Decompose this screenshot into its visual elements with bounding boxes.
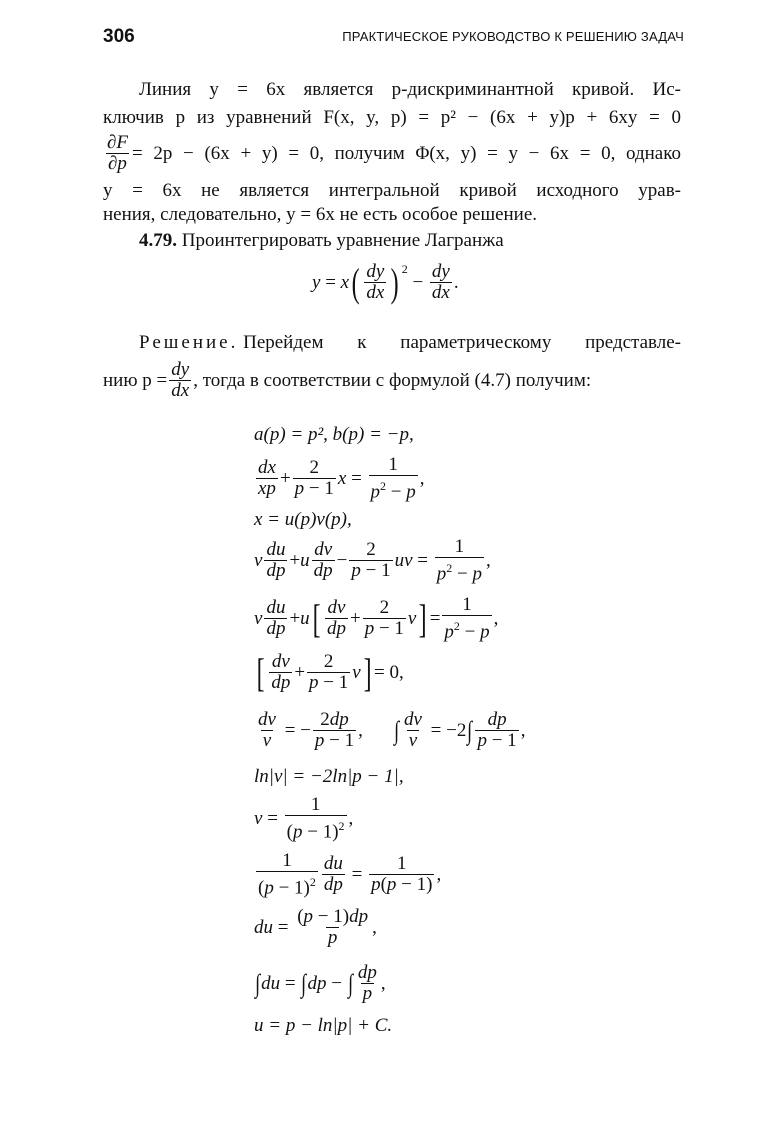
text-line: ключив p из уравнений F(x, y, p) = p² − (6x + y)p + 6xy = 0: [103, 107, 681, 128]
text-line: [139, 332, 681, 354]
text-line: нения, следовательно, y = 6x не есть особое решение.: [103, 204, 538, 225]
equation-line: v $\frac{du}{dp}$ + u $\frac{dv}{dp}$ − $\frac{2}{p - 1}$ uv = $\frac{1}{p^2 - p}$ ,: [254, 536, 491, 585]
equation-line: a(p) = p², b(p) = −p,: [254, 424, 414, 445]
numerator: ∂F: [107, 132, 128, 153]
equation-line: x = u(p)v(p),: [254, 509, 352, 530]
equation-line: [ $\frac{dv}{dp}$ + $\frac{2}{p - 1}$ v ] = 0,: [256, 649, 404, 695]
text-fragment: Перейдем к параметрическому представле-: [243, 332, 681, 353]
text-fragment: , тогда в соответствии с формулой (4.7) получим:: [193, 369, 592, 391]
text-line: [103, 133, 681, 174]
text-fragment: нию p =: [103, 369, 168, 391]
equation-line: ln|v| = −2ln|p − 1|,: [254, 766, 404, 787]
solution-word: Решение.: [139, 332, 239, 353]
lagrange-equation: y = x ( $\frac{dy}{dx}$ ) $^2$ − $\frac{dy}{dx}$ .: [312, 259, 459, 305]
equation-line: $\frac{1}{(p - 1)^2}$ $\frac{du}{dp}$ = $\frac{1}{p(p - 1)}$ ,: [258, 850, 442, 899]
equation-line: v = $\frac{1}{(p - 1)^2}$ ,: [254, 794, 354, 843]
text-line: Линия y = 6x является p-дискриминантной кривой. Ис-: [139, 79, 681, 100]
partial-fraction: [105, 133, 130, 174]
equation-line: ∫ du = ∫ dp − ∫ $\frac{dp}{p}$ ,: [255, 962, 386, 1004]
equation-line: u = p − ln|p| + C.: [254, 1015, 393, 1036]
text-line: y = 6x не является интегральной кривой исходного урав-: [103, 180, 681, 201]
dy-dx-fraction: $\frac{dy}{dx}$: [171, 359, 190, 401]
equation-line: du = $\frac{(p - 1)dp}{p}$ ,: [254, 906, 377, 948]
text-fragment: = 2p − (6x + y) = 0, получим Φ(x, y) = y − 6x = 0, однако: [132, 142, 681, 164]
problem-number: 4.79.: [139, 230, 177, 251]
equation-line: v $\frac{du}{dp}$ + u [ $\frac{dv}{dp}$ + $\frac{2}{p - 1}$ v ] = $\frac{1}{p^2 - p}$ ,: [254, 594, 499, 643]
equation-line: $\frac{dv}{v}$ = − $\frac{2dp}{p - 1}$ , ∫ $\frac{dv}{v}$ = −2 ∫ $\frac{dp}{p - 1}$ ,: [258, 709, 526, 751]
running-head: ПРАКТИЧЕСКОЕ РУКОВОДСТВО К РЕШЕНИЮ ЗАДАЧ: [342, 29, 684, 44]
problem-text: Проинтегрировать уравнение Лагранжа: [181, 230, 504, 251]
page-number: 306: [103, 26, 135, 47]
equation-line: $\frac{dx}{xp}$ + $\frac{2}{p - 1}$ x = $\frac{1}{p^2 - p}$ ,: [258, 454, 425, 503]
denominator: ∂p: [108, 153, 127, 174]
text-line: [103, 360, 681, 401]
problem-heading: [139, 230, 717, 252]
